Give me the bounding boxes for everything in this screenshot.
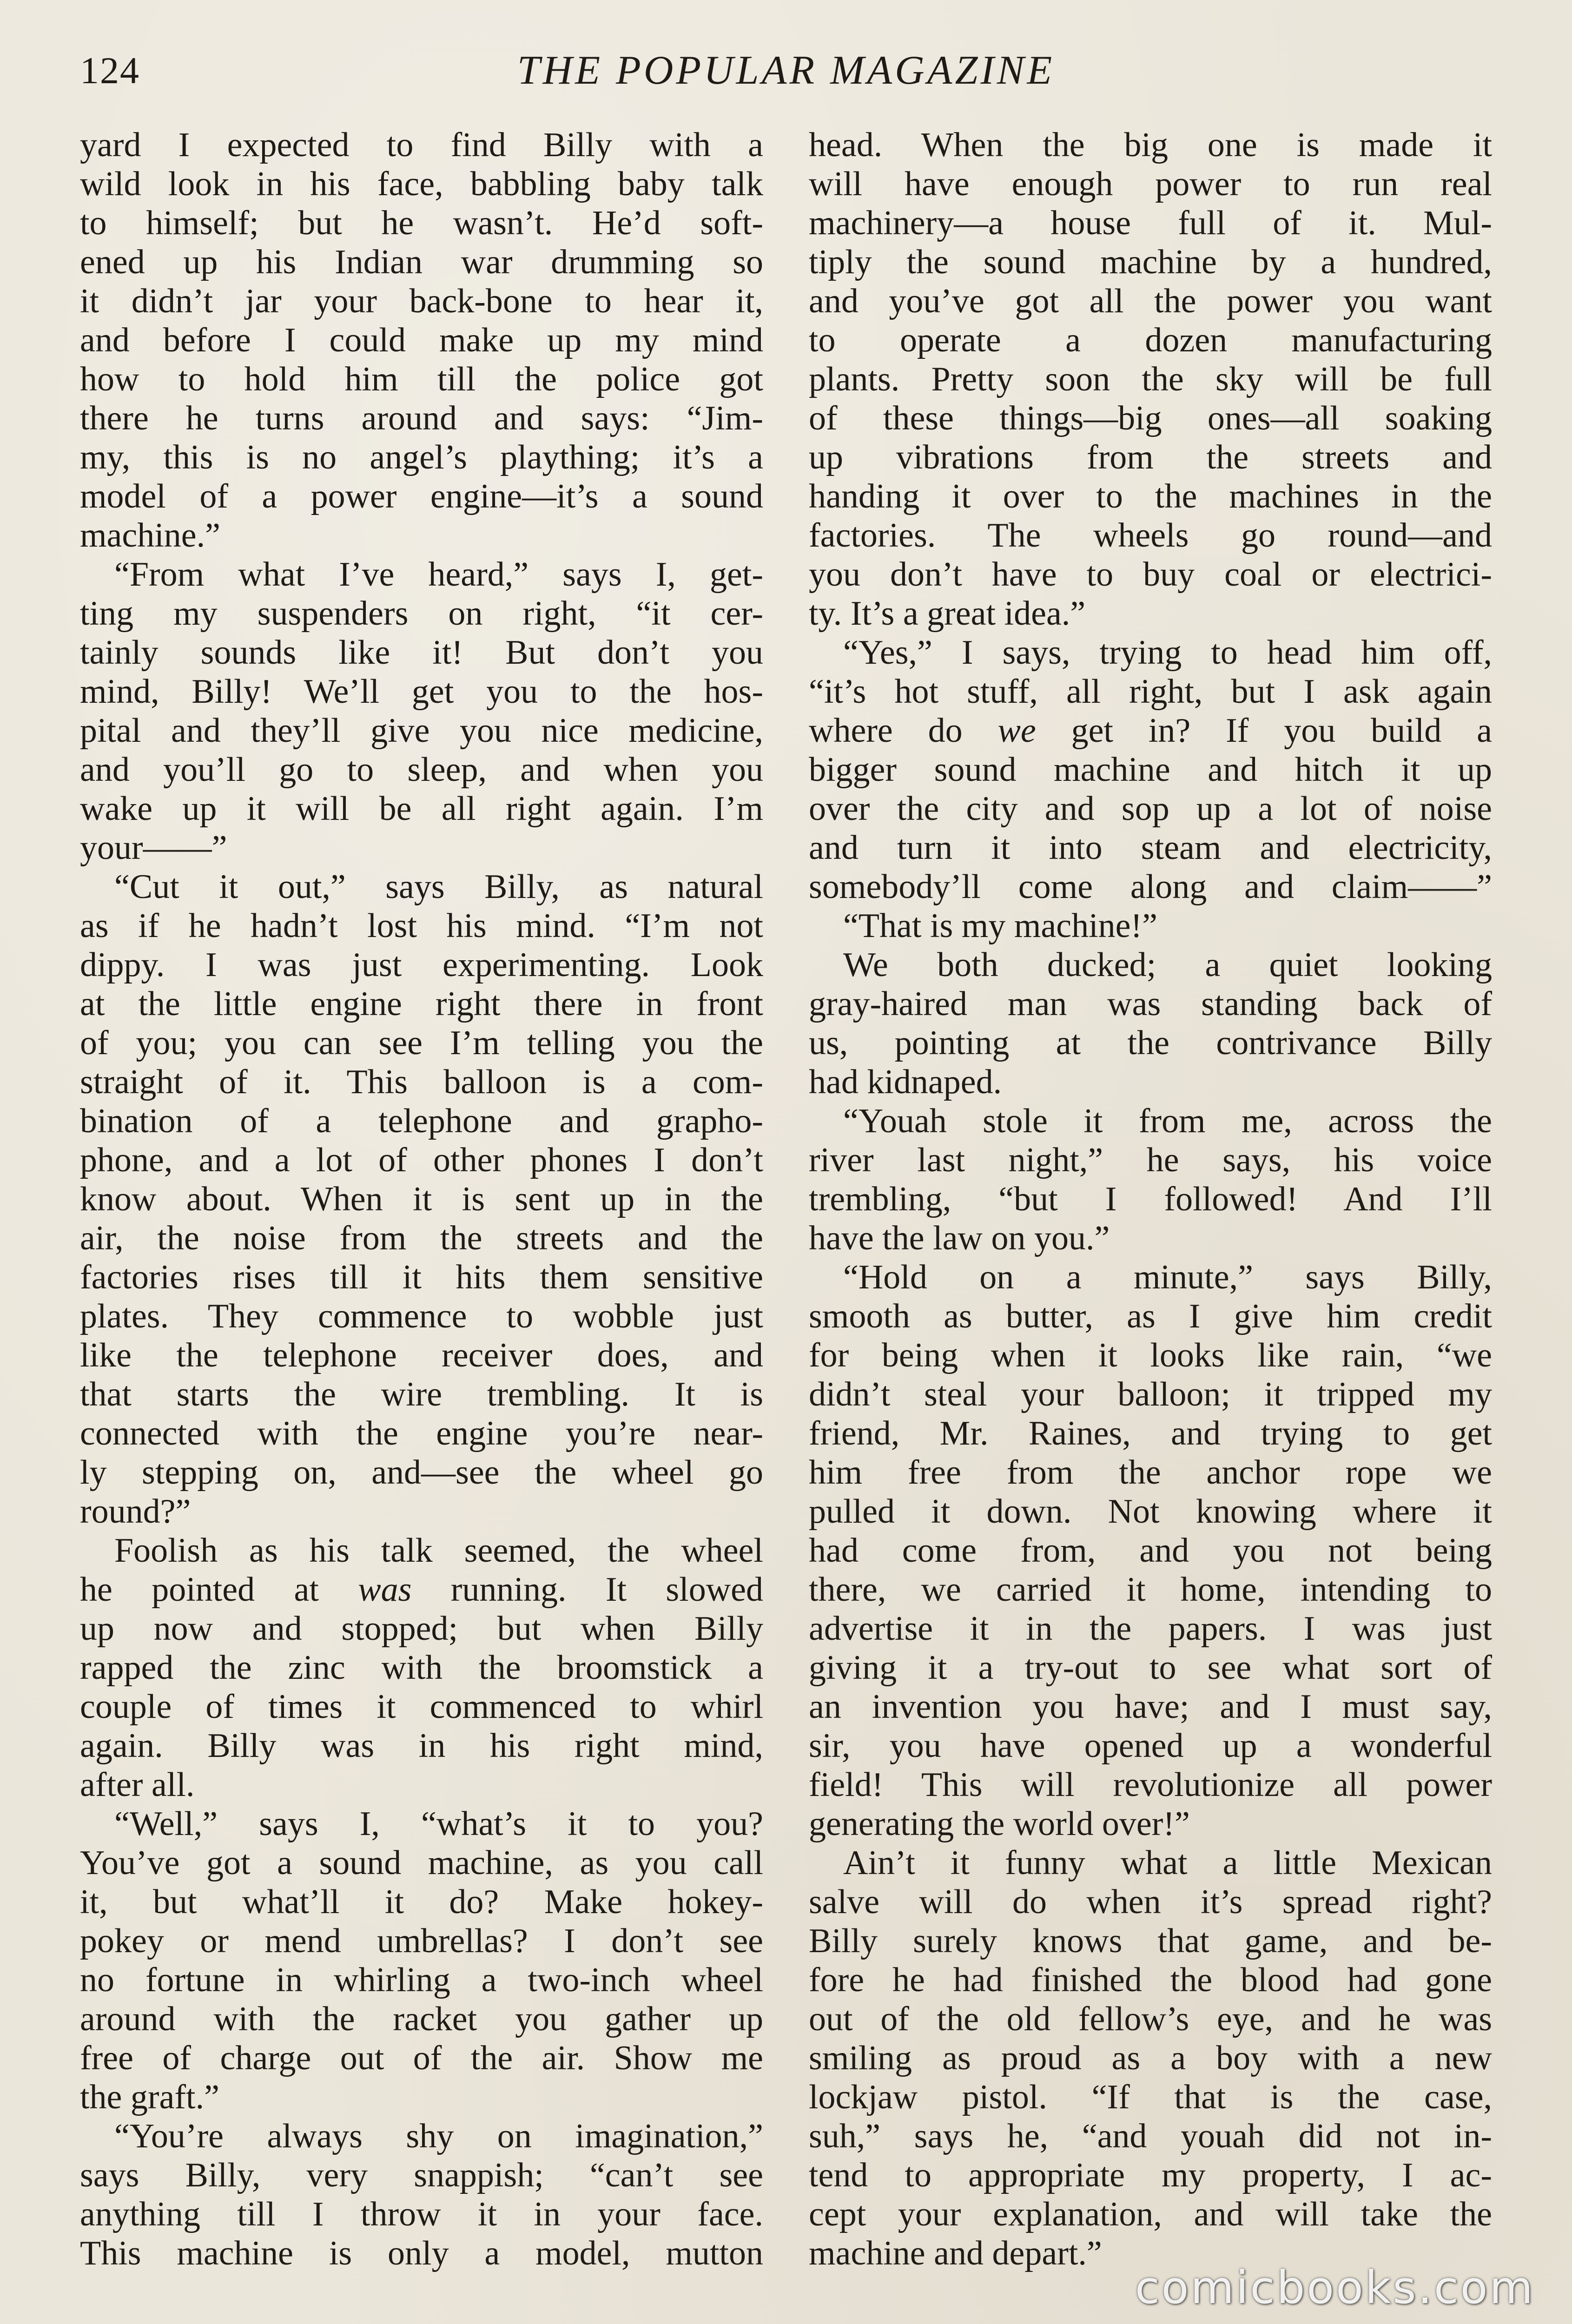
text-line: somebody’ll come along and claim——”	[809, 868, 1492, 906]
text-line: “Youah stole it from me, across the	[843, 1102, 1492, 1140]
text-line: it didn’t jar your back-bone to hear it,	[80, 282, 763, 320]
text-line: connected with the engine you’re near-	[80, 1414, 763, 1452]
text-line: my, this is no angel’s plaything; it’s a	[80, 438, 763, 476]
text-line: over the city and sop up a lot of noise	[809, 790, 1492, 828]
text-line: up now and stopped; but when Billy	[80, 1610, 763, 1648]
text-line: “That is my machine!”	[843, 907, 1158, 945]
text-line: the graft.”	[80, 2078, 219, 2116]
text-line: Ain’t it funny what a little Mexican	[843, 1844, 1492, 1882]
text-line: to operate a dozen manufacturing	[809, 321, 1492, 359]
text-line: cept your explanation, and will take the	[809, 2195, 1492, 2233]
text-line: lockjaw pistol. “If that is the case,	[809, 2078, 1492, 2116]
text-line: free of charge out of the air. Show me	[80, 2039, 763, 2077]
text-line: plants. Pretty soon the sky will be full	[809, 360, 1492, 398]
text-columns	[80, 125, 1492, 2273]
text-line: giving it a try-out to see what sort of	[809, 1649, 1492, 1687]
text-line: fore he had finished the blood had gone	[809, 1961, 1492, 1999]
text-line: plates. They commence to wobble just	[80, 1297, 763, 1335]
running-title: THE POPULAR MAGAZINE	[517, 48, 1055, 93]
watermark: comicbooks.com	[1135, 2262, 1535, 2314]
text-line: it, but what’ll it do? Make hokey-	[80, 1883, 763, 1921]
text-line: to himself; but he wasn’t. He’d soft-	[80, 204, 763, 242]
text-line: smiling as proud as a boy with a new	[809, 2039, 1492, 2077]
text-line: bigger sound machine and hitch it up	[809, 751, 1492, 789]
text-line: bination of a telephone and grapho-	[80, 1102, 763, 1140]
text-line: how to hold him till the police got	[80, 360, 763, 398]
text-line: pital and they’ll give you nice medicine,	[80, 712, 763, 750]
text-line: pulled it down. Not knowing where it	[809, 1492, 1492, 1531]
text-line: dippy. I was just experimenting. Look	[80, 946, 763, 984]
page-number: 124	[80, 49, 140, 92]
text-line: machine and depart.”	[809, 2234, 1102, 2272]
text-line: and turn it into steam and electricity,	[809, 829, 1492, 867]
text-line: river last night,” he says, his voice	[809, 1141, 1492, 1179]
page-header	[80, 43, 1492, 99]
text-line: smooth as butter, as I give him credit	[809, 1297, 1492, 1335]
text-line: “it’s hot stuff, all right, but I ask again	[809, 673, 1492, 711]
text-line: We both ducked; a quiet looking	[843, 946, 1492, 984]
text-line: ty. It’s a great idea.”	[809, 594, 1086, 633]
text-line: Billy surely knows that game, and be-	[809, 1922, 1492, 1960]
text-line: of you; you can see I’m telling you the	[80, 1024, 763, 1062]
text-line: round?”	[80, 1492, 191, 1531]
text-line: yard I expected to find Billy with a	[80, 126, 763, 164]
text-line: handing it over to the machines in the	[809, 477, 1492, 515]
text-line: air, the noise from the streets and the	[80, 1219, 763, 1257]
text-line: your——”	[80, 829, 227, 867]
text-line: trembling, “but I followed! And I’ll	[809, 1180, 1492, 1218]
text-line: there, we carried it home, intending to	[809, 1571, 1492, 1609]
text-line: again. Billy was in his right mind,	[80, 1727, 763, 1765]
text-line: “Well,” says I, “what’s it to you?	[114, 1805, 763, 1843]
text-line: after all.	[80, 1766, 195, 1804]
text-line: generating the world over!”	[809, 1805, 1190, 1843]
text-line: friend, Mr. Raines, and trying to get	[809, 1414, 1492, 1452]
text-line: sir, you have opened up a wonderful	[809, 1727, 1492, 1765]
text-line: will have enough power to run real	[809, 165, 1492, 203]
text-line: tainly sounds like it! But don’t you	[80, 634, 763, 672]
text-line: us, pointing at the contrivance Billy	[809, 1024, 1492, 1062]
text-line: as if he hadn’t lost his mind. “I’m not	[80, 907, 763, 945]
text-line: couple of times it commenced to whirl	[80, 1688, 763, 1726]
text-line: you don’t have to buy coal or electrici-	[809, 555, 1492, 594]
text-line: “You’re always shy on imagination,”	[114, 2117, 763, 2155]
text-line: gray-haired man was standing back of	[809, 985, 1492, 1023]
text-line: didn’t steal your balloon; it tripped my	[809, 1375, 1492, 1413]
text-line: factories rises till it hits them sensitive	[80, 1258, 763, 1296]
text-line: wake up it will be all right again. I’m	[80, 790, 763, 828]
right-column	[809, 125, 1492, 2273]
text-line: salve will do when it’s spread right?	[809, 1883, 1492, 1921]
text-line: straight of it. This balloon is a com-	[80, 1063, 763, 1101]
text-line: have the law on you.”	[809, 1219, 1110, 1257]
text-line: at the little engine right there in front	[80, 985, 763, 1023]
text-line: pokey or mend umbrellas? I don’t see	[80, 1922, 763, 1960]
text-line: there he turns around and says: “Jim-	[80, 399, 763, 437]
text-line: phone, and a lot of other phones I don’t	[80, 1141, 763, 1179]
text-line: rapped the zinc with the broomstick a	[80, 1649, 763, 1687]
text-line: like the telephone receiver does, and	[80, 1336, 763, 1374]
text-line: says Billy, very snappish; “can’t see	[80, 2156, 763, 2194]
text-line: ly stepping on, and—see the wheel go	[80, 1453, 763, 1492]
text-line: ting my suspenders on right, “it cer-	[80, 594, 763, 633]
text-line: tiply the sound machine by a hundred,	[809, 243, 1492, 281]
text-line: suh,” says he, “and youah did not in-	[809, 2117, 1492, 2155]
text-line: You’ve got a sound machine, as you call	[80, 1844, 763, 1882]
text-line: had kidnaped.	[809, 1063, 1002, 1101]
text-line: him free from the anchor rope we	[809, 1453, 1492, 1492]
text-line: of these things—big ones—all soaking	[809, 399, 1492, 437]
text-line: he pointed at was running. It slowed	[80, 1571, 763, 1609]
text-line: factories. The wheels go round—and	[809, 516, 1492, 555]
text-line: machine.”	[80, 516, 220, 555]
text-line: up vibrations from the streets and	[809, 438, 1492, 476]
text-line: and you’ve got all the power you want	[809, 282, 1492, 320]
text-line: field! This will revolutionize all power	[809, 1766, 1492, 1804]
text-line: model of a power engine—it’s a sound	[80, 477, 763, 515]
text-line: tend to appropriate my property, I ac-	[809, 2156, 1492, 2194]
text-line: This machine is only a model, mutton	[80, 2234, 763, 2272]
text-line: advertise it in the papers. I was just	[809, 1610, 1492, 1648]
text-line: “Cut it out,” says Billy, as natural	[114, 868, 763, 906]
text-line: for being when it looks like rain, “we	[809, 1336, 1492, 1374]
text-line: and you’ll go to sleep, and when you	[80, 751, 763, 789]
text-line: mind, Billy! We’ll get you to the hos-	[80, 673, 763, 711]
text-line: Foolish as his talk seemed, the wheel	[114, 1532, 763, 1570]
text-line: “Yes,” I says, trying to head him off,	[843, 634, 1492, 672]
text-line: “Hold on a minute,” says Billy,	[843, 1258, 1492, 1296]
text-line: around with the racket you gather up	[80, 2000, 763, 2038]
text-line: anything till I throw it in your face.	[80, 2195, 763, 2233]
text-line: ened up his Indian war drumming so	[80, 243, 763, 281]
text-line: out of the old fellow’s eye, and he was	[809, 2000, 1492, 2038]
text-line: that starts the wire trembling. It is	[80, 1375, 763, 1413]
text-line: head. When the big one is made it	[809, 126, 1492, 164]
text-line: machinery—a house full of it. Mul-	[809, 204, 1492, 242]
text-line: know about. When it is sent up in the	[80, 1180, 763, 1218]
text-line: where do we get in? If you build a	[809, 712, 1492, 750]
text-line: no fortune in whirling a two-inch wheel	[80, 1961, 763, 1999]
text-line: an invention you have; and I must say,	[809, 1688, 1492, 1726]
text-line: and before I could make up my mind	[80, 321, 763, 359]
left-column	[80, 125, 763, 2273]
text-line: had come from, and you not being	[809, 1532, 1492, 1570]
text-line: “From what I’ve heard,” says I, get-	[114, 555, 763, 594]
text-line: wild look in his face, babbling baby talk	[80, 165, 763, 203]
